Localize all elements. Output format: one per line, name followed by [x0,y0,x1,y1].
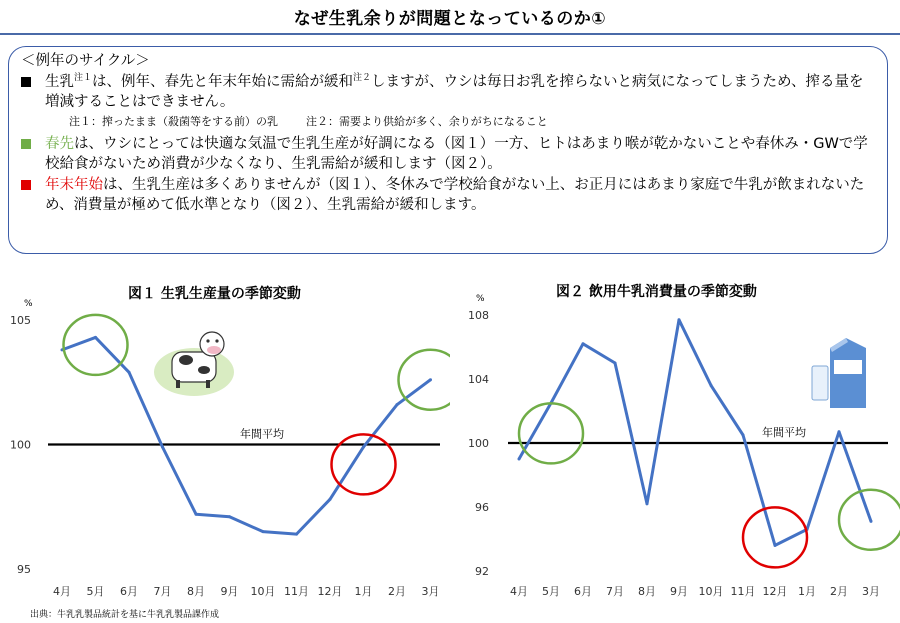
data-point [329,498,332,501]
title-divider [0,33,900,35]
paragraph-general [21,72,877,112]
data-point [161,445,164,448]
cycle-box [8,46,888,254]
x-tick-label: 5月 [86,585,105,598]
x-tick-label: 4月 [53,585,71,598]
data-point [582,342,585,345]
notes-row [21,114,877,130]
x-tick-label: 10月 [250,585,276,598]
note-1: 注１：搾ったまま（殺菌等をする前）の乳 [69,115,278,128]
page-title: なぜ生乳余りが問題となっているのか① [293,9,607,29]
data-point [614,362,617,365]
square-bullet-icon [21,77,31,87]
y-tick-label: 100 [468,437,489,450]
x-tick-label: 4月 [510,585,528,598]
data-point [742,434,745,437]
x-tick-label: 2月 [388,585,406,598]
data-point [128,371,131,374]
unit-label: % [476,294,485,304]
data-point [396,403,399,406]
x-tick-label: 9月 [220,585,239,598]
x-tick-label: 7月 [153,585,172,598]
spring-keyword: 春先 [45,136,74,152]
x-tick-label: 8月 [187,585,205,598]
square-bullet-icon [21,139,31,149]
source-note: 出典：牛乳乳製品統計を基に牛乳乳製品課作成 [30,610,220,620]
highlight-circle [399,350,451,410]
x-tick-label: 2月 [830,585,848,598]
x-tick-label: 12月 [317,585,343,598]
p1-part-a: 生乳 [45,74,74,90]
x-tick-label: 8月 [638,585,656,598]
data-point [295,533,298,536]
x-tick-label: 11月 [730,585,756,598]
y-tick-label: 105 [10,314,31,327]
paragraph-spring [21,134,877,174]
data-point [94,336,97,339]
chart1-title: 図１ 生乳生産量の季節変動 [128,286,301,302]
reference-label: 年間平均 [240,427,284,441]
series-line [519,320,871,546]
x-tick-label: 7月 [606,585,624,598]
note-2: 注２：需要より供給が多く、余りがちになること [305,115,548,128]
data-point [429,378,432,381]
reference-label: 年間平均 [762,426,806,439]
year-end-text: は、生乳生産は多くありませんが（図１）、冬休みで学校給食がない上、お正月にはあまり家庭で牛乳が飲まれないため、消費量が極めて低水準となり（図２）、生乳需給が緩和します。 [45,177,865,213]
data-point [362,445,365,448]
y-tick-label: 92 [475,565,489,578]
year-end-keyword: 年末年始 [45,177,103,193]
y-tick-label: 100 [10,438,31,452]
x-tick-label: 1月 [798,585,816,598]
y-tick-label: 95 [17,563,31,576]
x-tick-label: 12月 [762,585,788,598]
data-point [838,430,841,433]
data-point [774,544,777,547]
x-tick-label: 3月 [421,585,440,598]
chart2-consumption [450,288,900,623]
y-tick-label: 104 [468,373,489,386]
x-tick-label: 9月 [670,585,688,598]
y-tick-label: 96 [475,501,489,514]
data-point [195,513,198,516]
data-point [710,384,713,387]
note1-marker: 注１ [74,73,93,83]
p1-part-b: は、例年、春先と年末年始に需給が緩和 [92,74,354,90]
data-point [518,458,521,461]
data-point [646,502,649,505]
paragraph-year-end [21,175,877,215]
data-point [678,318,681,321]
x-tick-label: 3月 [862,585,880,598]
cow-icon [154,332,234,396]
spring-text: は、ウシにとっては快適な気温で生乳生産が好調になる（図１）一方、ヒトはあまり喉が乾かないことや春休み・GWで学校給食がないため消費が少なくなり、生乳需給が緩和します（図２）。 [45,136,868,172]
square-bullet-icon [21,180,31,190]
x-tick-label: 11月 [284,585,309,598]
x-tick-label: 6月 [574,585,592,598]
p1-part-c: しますが、ウシは毎日お乳を搾らないと病気になってしまうため、搾る量を増減することはできません。 [45,74,864,110]
unit-label: % [24,299,33,309]
y-tick-label: 108 [468,309,489,322]
x-tick-label: 1月 [354,585,373,598]
highlight-circle [743,507,807,567]
chart1-production [0,288,450,623]
cycle-heading: ＜例年のサイクル＞ [21,53,150,69]
note2-marker: 注２ [353,73,372,83]
x-tick-label: 10月 [698,585,724,598]
data-point [228,515,231,518]
x-tick-label: 6月 [120,585,138,598]
data-point [262,530,265,533]
data-point [870,520,873,523]
x-tick-label: 5月 [542,585,560,598]
chart2-title: 図２ 飲用牛乳消費量の季節変動 [556,284,757,300]
milk-carton-icon [812,338,866,408]
highlight-circle [519,403,583,463]
